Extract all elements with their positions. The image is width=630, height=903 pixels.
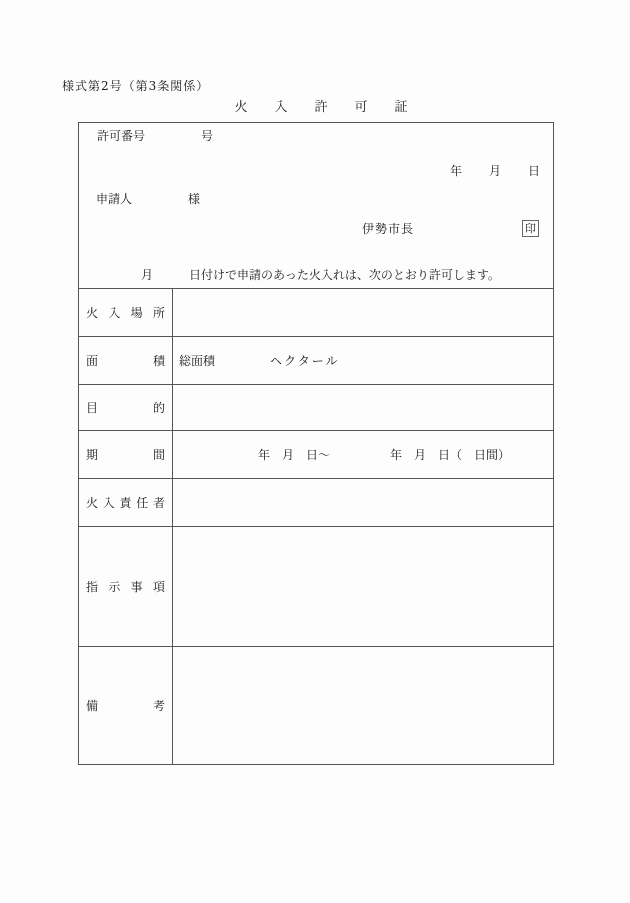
row-content-purpose <box>173 385 553 430</box>
issue-date-line: 年 月 日 <box>449 164 541 178</box>
row-label-purpose: 目的 <box>79 385 173 430</box>
permit-number-suffix: 号 <box>201 129 214 143</box>
permit-header-cell <box>79 123 553 289</box>
applicant-honorific: 様 <box>188 192 201 206</box>
permit-table <box>78 122 554 765</box>
row-label-period: 期間 <box>79 431 173 478</box>
row-instructions <box>79 527 553 647</box>
row-area <box>79 337 553 385</box>
permit-number-label: 許可番号 <box>97 129 146 143</box>
row-label-area: 面積 <box>79 337 173 384</box>
document-title: 火入許可証 <box>234 100 435 115</box>
applicant-label: 申請人 <box>96 192 133 206</box>
row-purpose <box>79 385 553 431</box>
row-label-fire-location: 火入場所 <box>79 289 173 336</box>
row-content-period: 年 月 日～ 年 月 日（ 日間） <box>258 447 511 462</box>
row-responsible-person <box>79 479 553 527</box>
permission-statement: 月 日付けで申請のあった火入れは、次のとおり許可します。 <box>141 268 500 282</box>
row-period <box>79 431 553 479</box>
document-title-wrap <box>0 96 630 115</box>
row-label-instructions: 指示事項 <box>79 527 173 646</box>
form-number: 様式第2号（第3条関係） <box>62 79 210 93</box>
row-content-responsible-person <box>173 479 553 526</box>
row-label-remarks: 備考 <box>79 647 173 764</box>
row-content-fire-location <box>173 289 553 336</box>
seal-mark: 印 <box>522 220 539 237</box>
area-unit-label: ヘクタール <box>270 353 340 368</box>
row-content-remarks <box>173 647 553 764</box>
issuer-name: 伊勢市長 <box>362 222 415 236</box>
row-label-responsible-person: 火入責任者 <box>79 479 173 526</box>
area-total-label: 総面積 <box>179 353 216 368</box>
row-remarks <box>79 647 553 764</box>
row-content-area <box>173 337 553 384</box>
row-fire-location <box>79 289 553 337</box>
row-content-instructions <box>173 527 553 646</box>
